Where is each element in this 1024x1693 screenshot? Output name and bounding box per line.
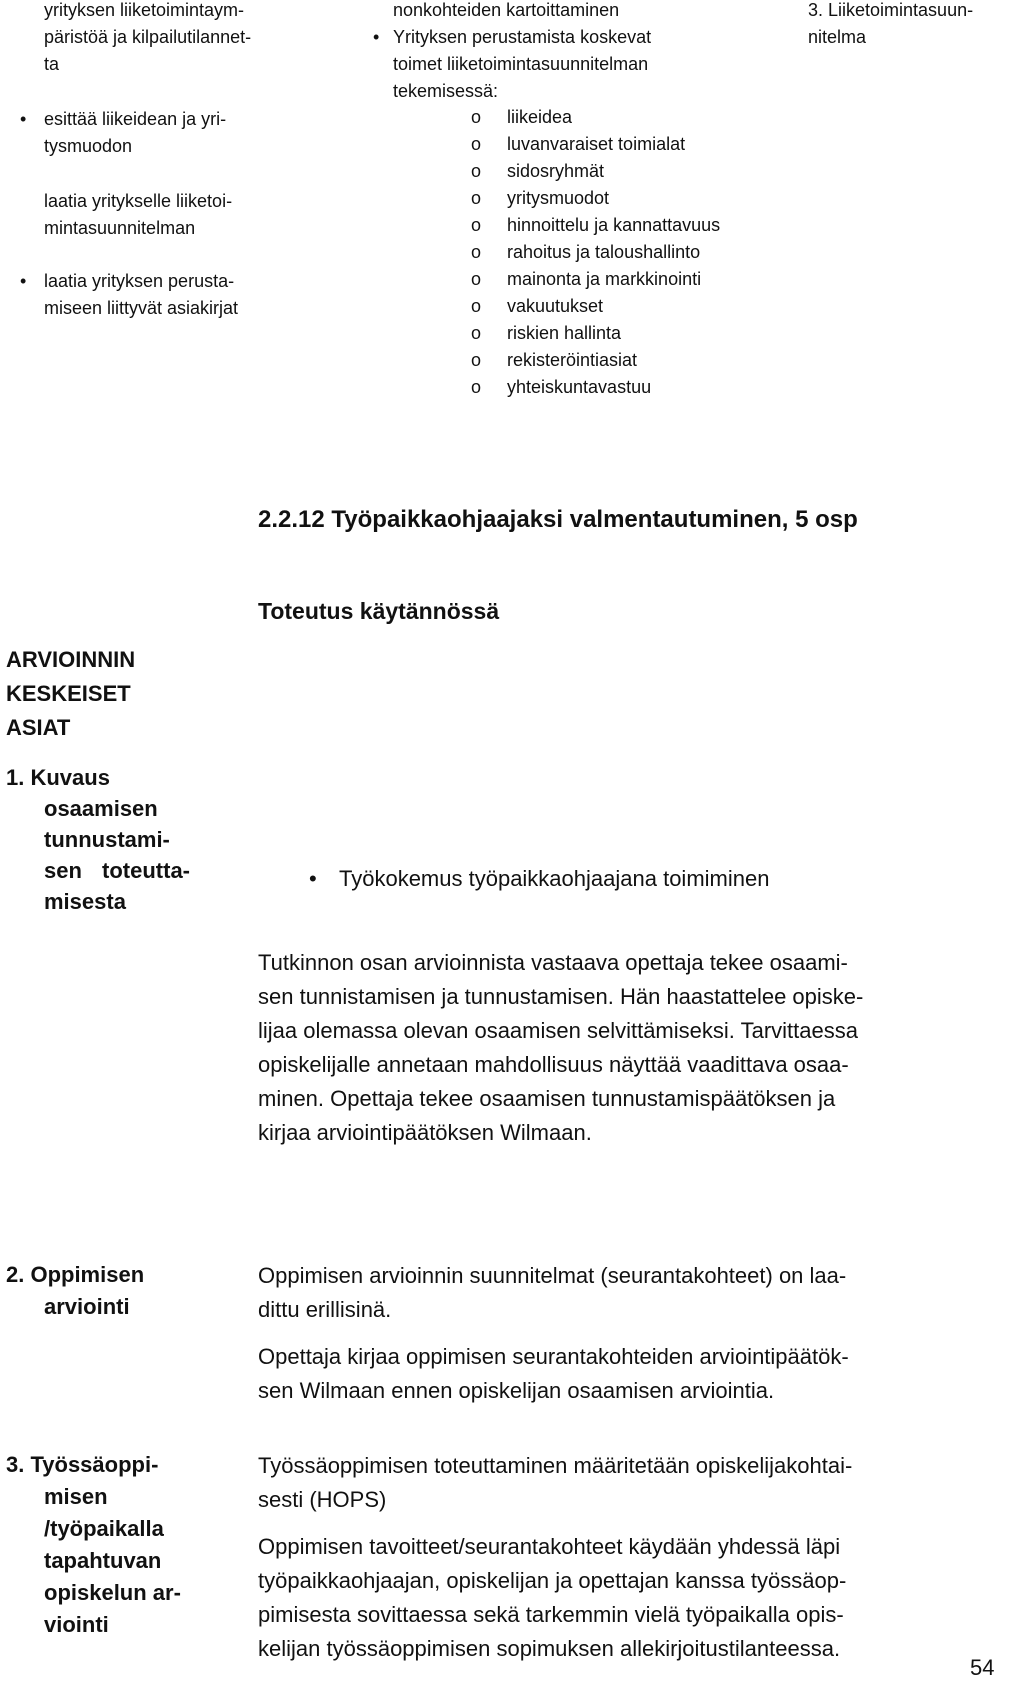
paragraph-line: Oppimisen tavoitteet/seurantakohteet käydään yhdessä läpi [258,1534,841,1559]
circle-bullet-icon: o [471,134,482,154]
item2-para1 [258,1259,1018,1327]
item3-label-line: 3. Työssäoppi- [6,1452,159,1477]
col1-line: laatia yritykselle liiketoi- [44,191,233,211]
list-item: o luvanvaraiset toimialat [507,131,807,158]
item1-label-line: sen toteutta- [44,858,190,883]
col1-line: päristöä ja kilpailutilannet- [44,27,252,47]
top-col1-block3 [44,188,344,242]
page-number: 54 [970,1655,995,1680]
list-item: o vakuutukset [507,293,807,320]
list-item: o liikeidea [507,104,807,131]
col2-line: tekemisessä: [393,81,499,101]
item2-para2 [258,1340,1018,1408]
top-col2-subitems [471,104,807,401]
list-item: o rekisteröintiasiat [507,347,807,374]
item3-label-line: misen [44,1484,108,1509]
paragraph-line: sen tunnistamisen ja tunnustamisen. Hän haastattelee opiske- [258,984,864,1009]
col2-line: Yrityksen perustamista koskevat [393,27,652,47]
item1-bullet [309,862,979,896]
left-heading-line: ARVIOINNIN [6,647,136,672]
list-item: o yritysmuodot [507,185,807,212]
left-heading-line: ASIAT [6,715,71,740]
list-item: o mainonta ja markkinointi [507,266,807,293]
item2-label-line: arviointi [44,1294,130,1319]
circle-bullet-icon: o [471,188,482,208]
circle-bullet-icon: o [471,161,482,181]
top-col1 [44,0,344,78]
col1-line: yrityksen liiketoimintaym- [44,0,245,20]
top-col2-line0 [393,0,773,24]
left-heading-line: KESKEISET [6,681,131,706]
bullet-icon: • [309,866,317,891]
item1-paragraph [258,946,1018,1150]
list-item: o hinnoittelu ja kannattavuus [507,212,807,239]
list-item: o yhteiskuntavastuu [507,374,807,401]
circle-bullet-icon: o [471,269,482,289]
col1-line: miseen liittyvät asiakirjat [44,298,239,318]
top-col1-bullet-1 [20,106,344,160]
col1-line: mintasuunnitelman [44,218,196,238]
circle-bullet-icon: o [471,296,482,316]
item3-label [6,1449,236,1641]
item3-para2 [258,1530,1018,1666]
paragraph-line: opiskelijalle annetaan mahdollisuus näyttää vaadittava osaa- [258,1052,849,1077]
paragraph-line: kelijan työssäoppimisen sopimuksen allekirjoitustilanteessa. [258,1636,841,1661]
item1-bullet-text: Työkokemus työpaikkaohjaajana toimiminen [339,866,770,891]
col1-line: esittää liikeidean ja yri- [44,109,227,129]
paragraph-line: sesti (HOPS) [258,1487,387,1512]
paragraph-line: lijaa olemassa olevan osaamisen selvittämiseksi. Tarvittaessa [258,1018,858,1043]
item2-label [6,1259,236,1323]
col1-line: ta [44,54,60,74]
paragraph-line: minen. Opettaja tekee osaamisen tunnustamispäätöksen ja [258,1086,836,1111]
item1-label-line: 1. Kuvaus [6,765,110,790]
item2-label-line: 2. Oppimisen [6,1262,145,1287]
item1-label-line: misesta [44,889,126,914]
paragraph-line: kirjaa arviointipäätöksen Wilmaan. [258,1120,592,1145]
toteutus-heading: Toteutus käytännössä [258,598,500,624]
item3-label-line: tapahtuvan [44,1548,162,1573]
paragraph-line: pimisesta sovittaessa sekä tarkemmin vielä työpaikalla opis- [258,1602,844,1627]
bullet-icon: • [20,271,27,291]
item3-label-line: viointi [44,1612,109,1637]
paragraph-line: Opettaja kirjaa oppimisen seurantakohteiden arviointipäätök- [258,1344,849,1369]
col3-line: 3. Liiketoimintasuun- [808,0,974,20]
paragraph-line: dittu erillisinä. [258,1297,392,1322]
item1-label-line: osaamisen [44,796,158,821]
col2-line: nonkohteiden kartoittaminen [393,0,620,20]
circle-bullet-icon: o [471,242,482,262]
item3-label-line: /työpaikalla [44,1516,164,1541]
list-item: o rahoitus ja taloushallinto [507,239,807,266]
paragraph-line: Työssäoppimisen toteuttaminen määritetään opiskelijakohtai- [258,1453,853,1478]
list-item: o riskien hallinta [507,320,807,347]
list-item: o sidosryhmät [507,158,807,185]
bullet-icon: • [20,109,27,129]
item3-label-line: opiskelun ar- [44,1580,181,1605]
item3-para1 [258,1449,1018,1517]
paragraph-line: sen Wilmaan ennen opiskelijan osaamisen arviointia. [258,1378,775,1403]
paragraph-line: Oppimisen arvioinnin suunnitelmat (seurantakohteet) on laa- [258,1263,847,1288]
col1-line: tysmuodon [44,136,133,156]
section-heading: 2.2.12 Työpaikkaohjaajaksi valmentautuminen, 5 osp [258,506,858,533]
circle-bullet-icon: o [471,323,482,343]
circle-bullet-icon: o [471,107,482,127]
circle-bullet-icon: o [471,377,482,397]
top-col1-bullet-2 [20,268,344,322]
item1-label [6,762,236,917]
top-col3 [808,0,1018,51]
item1-label-line: tunnustami- [44,827,170,852]
left-heading [6,643,206,745]
col1-line: laatia yrityksen perusta- [44,271,235,291]
top-col2-bullet [373,24,773,105]
circle-bullet-icon: o [471,215,482,235]
col2-line: toimet liiketoimintasuunnitelman [393,54,649,74]
circle-bullet-icon: o [471,350,482,370]
bullet-icon: • [373,27,380,47]
paragraph-line: Tutkinnon osan arvioinnista vastaava opettaja tekee osaami- [258,950,848,975]
col3-line: nitelma [808,27,867,47]
paragraph-line: työpaikkaohjaajan, opiskelijan ja opettajan kanssa työssäop- [258,1568,847,1593]
